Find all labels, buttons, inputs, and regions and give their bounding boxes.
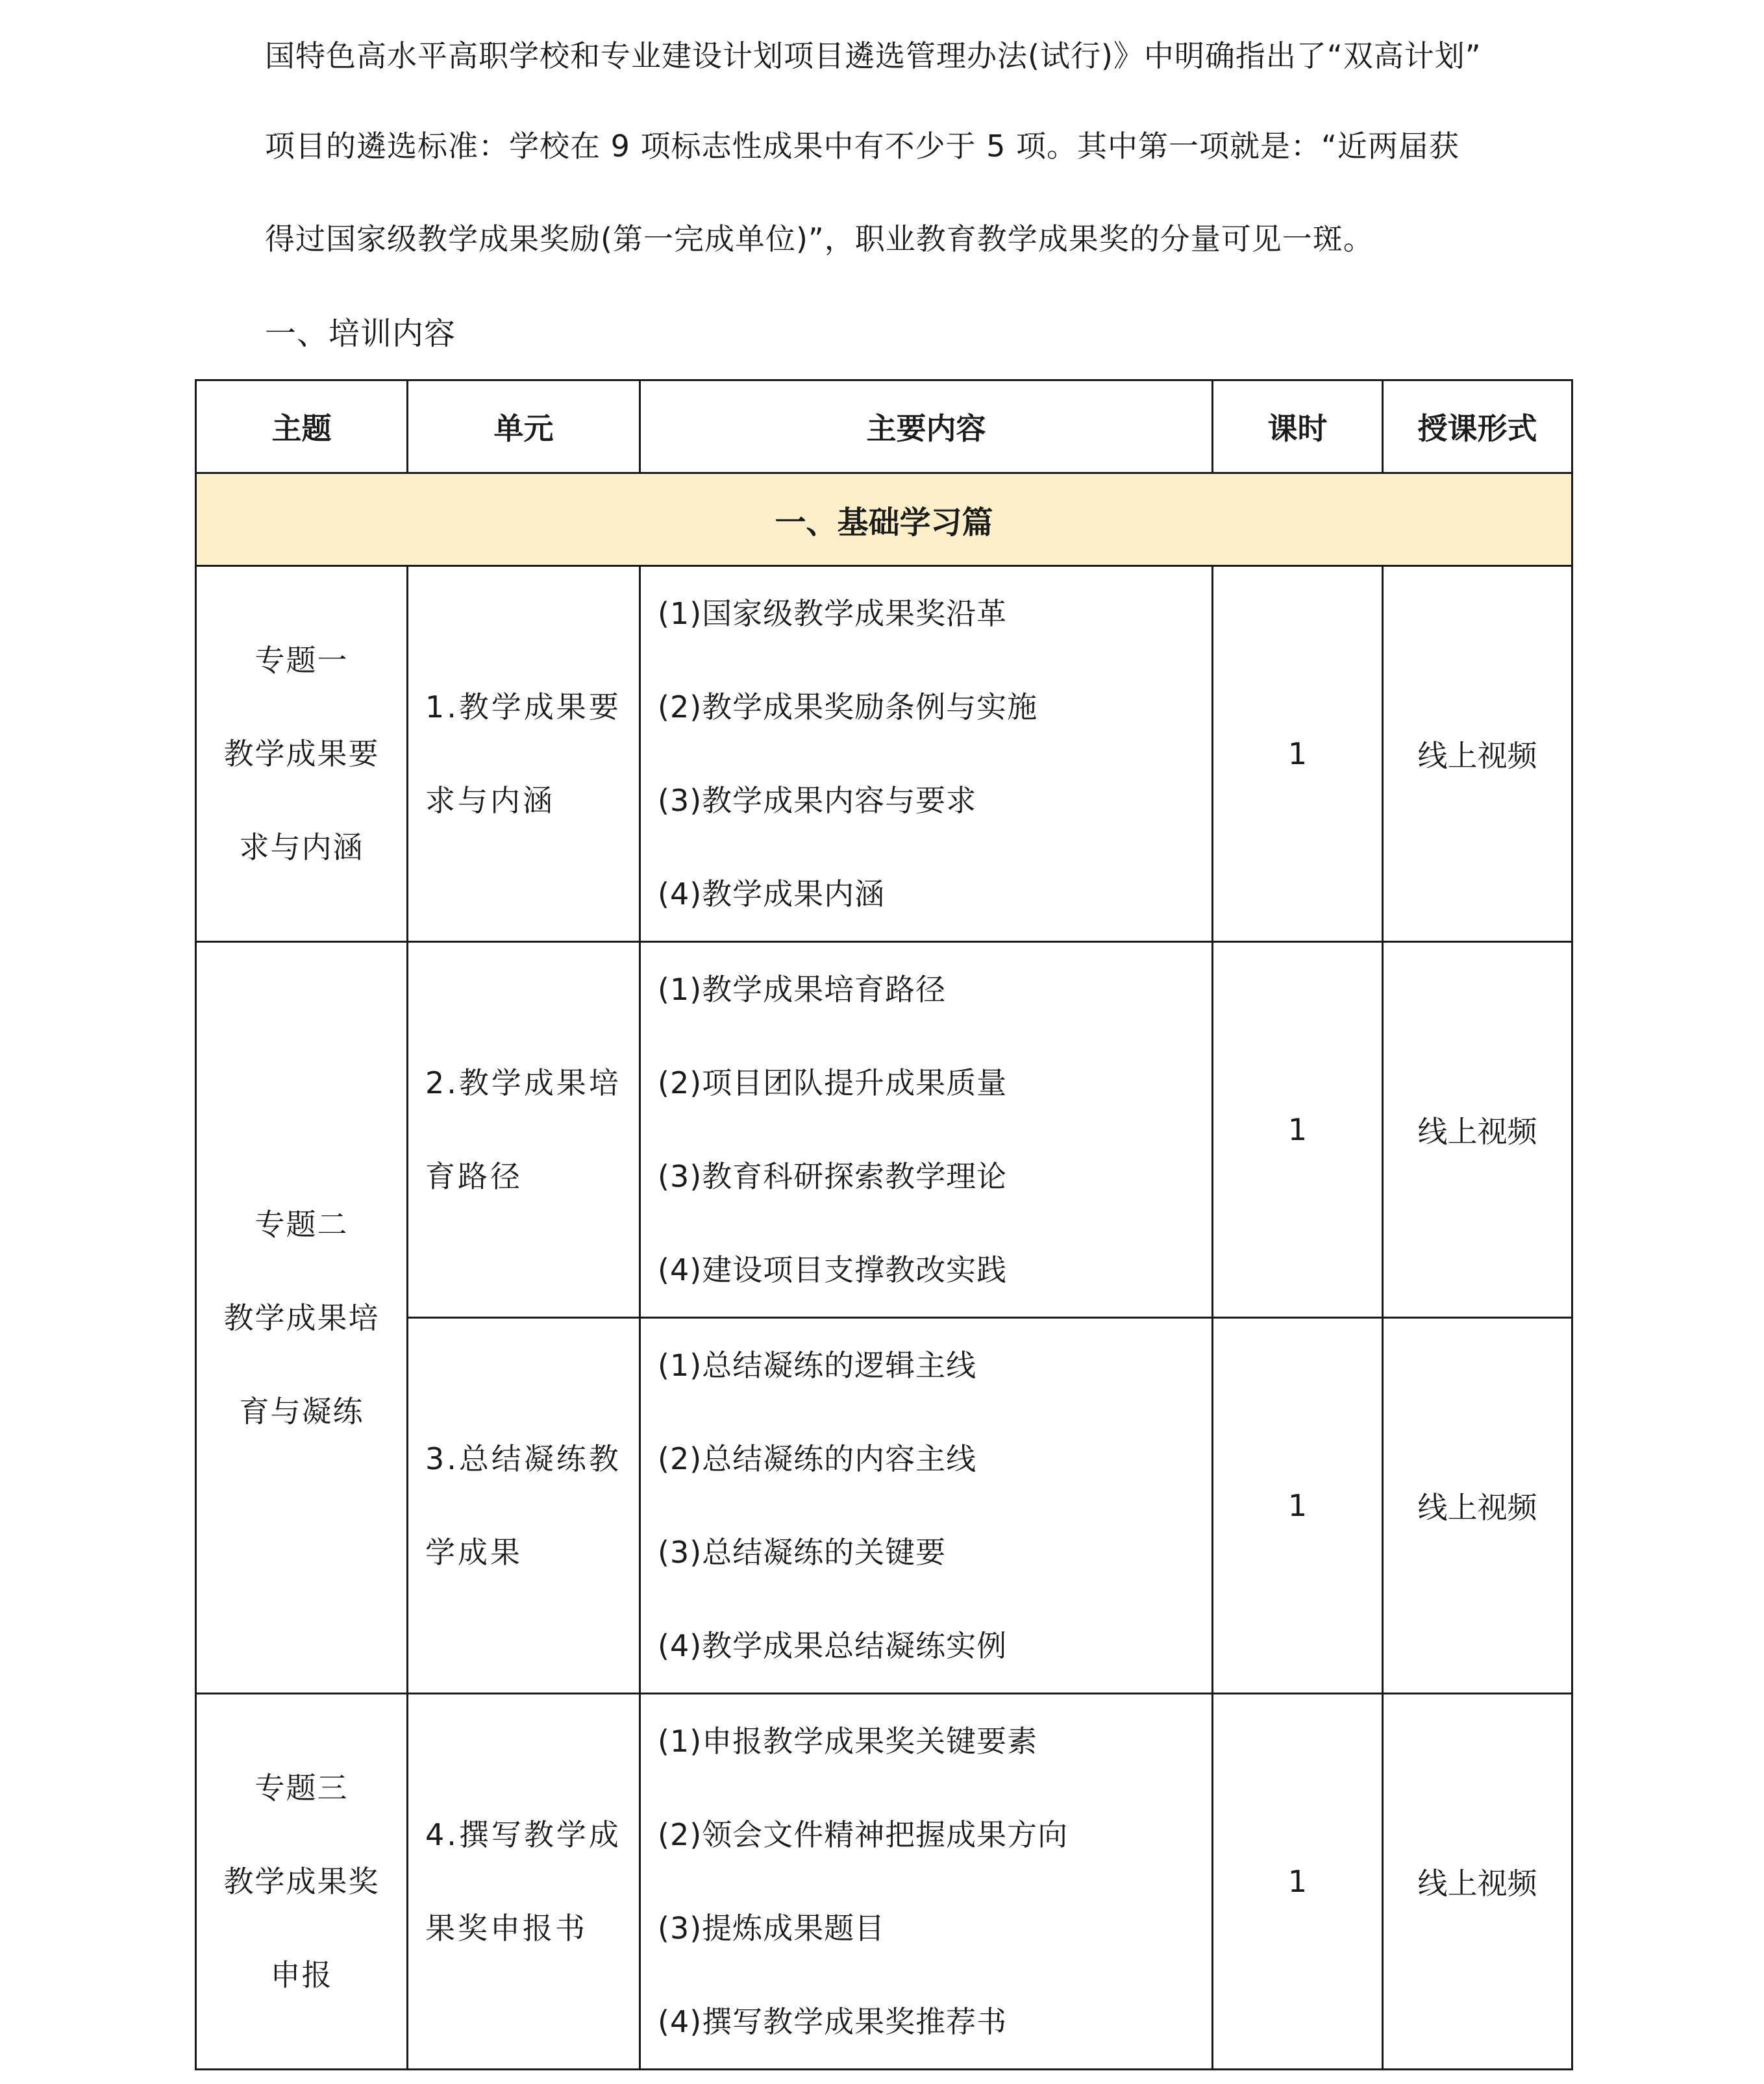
mode-cell: 线上视频 (1383, 1318, 1572, 1694)
content-cell (640, 566, 1213, 942)
header-topic: 主题 (196, 380, 408, 473)
content-item: (2)教学成果奖励条例与实施 (658, 689, 1038, 725)
content-item: (1)申报教学成果奖关键要素 (658, 1724, 1038, 1759)
topic-line: 专题一 (255, 643, 349, 678)
topic-line: 育与凝练 (239, 1393, 364, 1429)
unit-line: 育路径 (425, 1159, 523, 1194)
header-mode: 授课形式 (1383, 380, 1572, 473)
topic-line: 申报 (270, 1957, 333, 1992)
unit-cell (408, 566, 640, 942)
unit-line: 4.撰写教学成 (425, 1817, 621, 1852)
unit-cell (408, 942, 640, 1318)
section-heading: 一、培训内容 (265, 316, 456, 352)
part-row (196, 473, 1572, 566)
content-cell (640, 942, 1213, 1318)
mode-cell: 线上视频 (1383, 942, 1572, 1318)
training-content-table (195, 379, 1573, 2070)
intro-line-3: 得过国家级教学成果奖励(第一完成单位)”，职业教育教学成果奖的分量可见一斑。 (265, 221, 1374, 256)
content-item: (2)项目团队提升成果质量 (658, 1065, 1008, 1100)
content-cell (640, 1318, 1213, 1694)
content-item: (2)领会文件精神把握成果方向 (658, 1817, 1069, 1852)
content-item: (4)建设项目支撑教改实践 (658, 1252, 1008, 1287)
topic-line: 教学成果要 (223, 736, 380, 771)
table-row (196, 1694, 1572, 2070)
content-item: (4)教学成果内涵 (658, 876, 886, 912)
unit-cell (408, 1694, 640, 2070)
mode-cell: 线上视频 (1383, 566, 1572, 942)
content-cell (640, 1694, 1213, 2070)
intro-line-2: 项目的遴选标准：学校在 9 项标志性成果中有不少于 5 项。其中第一项就是：“近两届获 (265, 129, 1460, 164)
unit-line: 果奖申报书 (425, 1911, 588, 1946)
header-content: 主要内容 (640, 380, 1213, 473)
topic-line: 专题二 (255, 1206, 349, 1242)
content-item: (4)教学成果总结凝练实例 (658, 1628, 1008, 1663)
content-item: (3)教育科研探索教学理论 (658, 1159, 1008, 1194)
topic-cell (196, 942, 408, 1694)
header-unit: 单元 (408, 380, 640, 473)
intro-line-1: 国特色高水平高职学校和专业建设计划项目遴选管理办法(试行)》中明确指出了“双高计划” (265, 38, 1482, 73)
hours-cell: 1 (1213, 942, 1383, 1318)
part-title: 一、基础学习篇 (196, 473, 1572, 566)
table-row (196, 942, 1572, 1318)
content-item: (3)总结凝练的关键要 (658, 1535, 947, 1570)
topic-line: 专题三 (255, 1770, 349, 1805)
table-row (196, 566, 1572, 942)
header-hours: 课时 (1213, 380, 1383, 473)
content-item: (4)撰写教学成果奖推荐书 (658, 2004, 1008, 2039)
hours-cell: 1 (1213, 1694, 1383, 2070)
content-item: (1)总结凝练的逻辑主线 (658, 1348, 977, 1383)
topic-cell (196, 1694, 408, 2070)
content-item: (3)提炼成果题目 (658, 1911, 886, 1946)
unit-line: 求与内涵 (425, 783, 555, 818)
table-header-row (196, 380, 1572, 473)
content-item: (3)教学成果内容与要求 (658, 783, 977, 818)
topic-line: 教学成果奖 (223, 1864, 380, 1899)
hours-cell: 1 (1213, 566, 1383, 942)
unit-line: 3.总结凝练教 (425, 1441, 621, 1476)
topic-cell (196, 566, 408, 942)
content-item: (2)总结凝练的内容主线 (658, 1441, 977, 1476)
mode-cell: 线上视频 (1383, 1694, 1572, 2070)
hours-cell: 1 (1213, 1318, 1383, 1694)
unit-line: 学成果 (425, 1535, 523, 1570)
content-item: (1)教学成果培育路径 (658, 972, 947, 1007)
content-item: (1)国家级教学成果奖沿革 (658, 596, 1008, 631)
topic-line: 教学成果培 (223, 1300, 380, 1335)
unit-line: 1.教学成果要 (425, 689, 621, 725)
unit-line: 2.教学成果培 (425, 1065, 621, 1100)
unit-cell (408, 1318, 640, 1694)
topic-line: 求与内涵 (239, 830, 364, 865)
